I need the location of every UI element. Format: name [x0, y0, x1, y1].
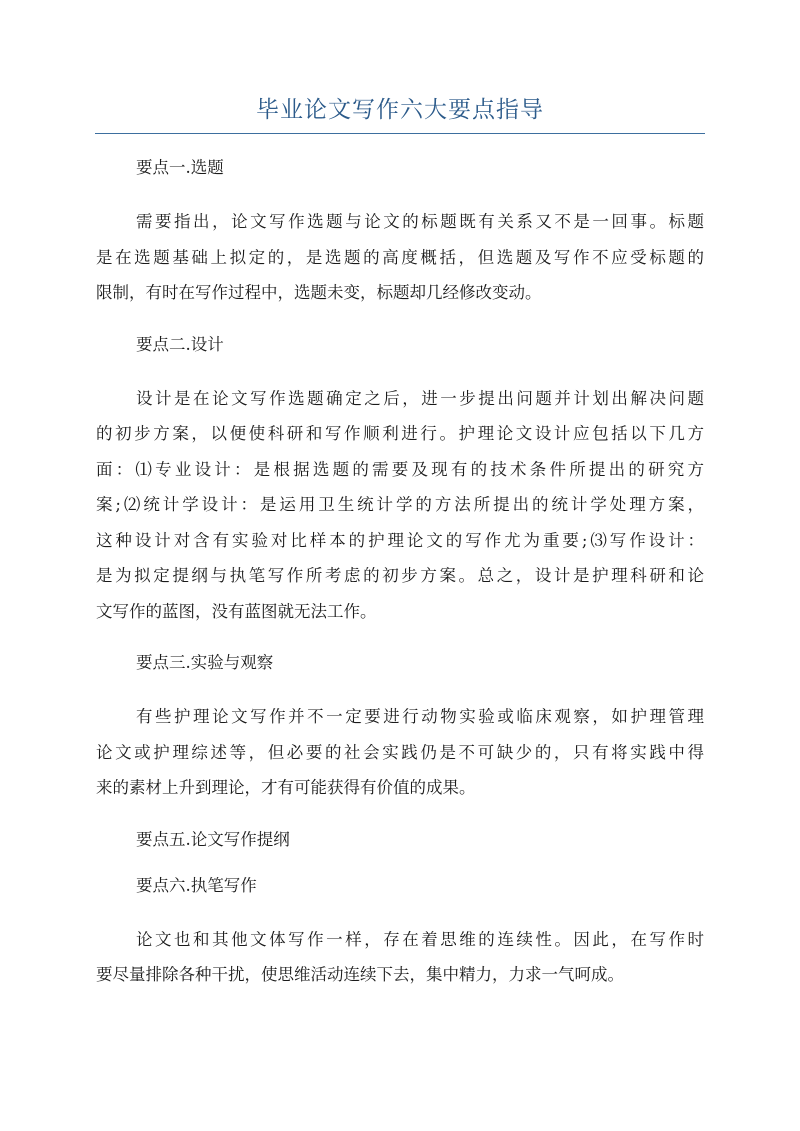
paragraph-line: 限制，有时在写作过程中，选题未变，标题却几经修改变动。 — [96, 283, 542, 302]
section-heading: 要点五.论文写作提纲 — [136, 829, 290, 849]
paragraph-line: 案;⑵统计学设计：是运用卫生统计学的方法所提出的统计学处理方案， — [96, 495, 704, 514]
paragraph-line: 是在选题基础上拟定的，是选题的高度概括，但选题及写作不应受标题的 — [96, 247, 704, 267]
paragraph-line: 设计是在论文写作选题确定之后，进一步提出问题并计划出解决问题 — [136, 388, 704, 408]
section-heading: 要点二.设计 — [136, 334, 224, 354]
paragraph-line: 论文或护理综述等，但必要的社会实践仍是不可缺少的，只有将实践中得 — [96, 742, 704, 762]
paragraph-line: 要尽量排除各种干扰，使思维活动连续下去，集中精力，力求一气呵成。 — [96, 965, 624, 984]
paragraph-line: 是为拟定提纲与执笔写作所考虑的初步方案。总之，设计是护理科研和论 — [96, 566, 704, 585]
paragraph-line: 面：⑴专业设计：是根据选题的需要及现有的技术条件所提出的研究方 — [96, 459, 704, 479]
section-heading: 要点一.选题 — [136, 158, 224, 177]
section-paragraph — [96, 204, 704, 311]
title-underline — [95, 133, 705, 134]
section-paragraph — [96, 699, 704, 806]
section-paragraph — [96, 922, 704, 993]
paragraph-line: 这种设计对含有实验对比样本的护理论文的写作尤为重要;⑶写作设计： — [96, 530, 704, 550]
document-body — [96, 150, 704, 1009]
section-heading: 要点六.执笔写作 — [136, 875, 257, 895]
paragraph-line: 来的素材上升到理论，才有可能获得有价值的成果。 — [96, 778, 476, 797]
paragraph-line: 论文也和其他文体写作一样，存在着思维的连续性。因此，在写作时 — [136, 929, 704, 949]
paragraph-line: 需要指出，论文写作选题与论文的标题既有关系又不是一回事。标题 — [136, 212, 704, 231]
section-heading: 要点三.实验与观察 — [136, 653, 274, 672]
paragraph-line: 有些护理论文写作并不一定要进行动物实验或临床观察，如护理管理 — [136, 707, 704, 726]
paragraph-line: 文写作的蓝图，没有蓝图就无法工作。 — [96, 601, 377, 621]
section-paragraph — [96, 381, 704, 630]
paragraph-line: 的初步方案，以便使科研和写作顺利进行。护理论文设计应包括以下几方 — [96, 424, 704, 443]
document-title: 毕业论文写作六大要点指导 — [256, 97, 544, 123]
